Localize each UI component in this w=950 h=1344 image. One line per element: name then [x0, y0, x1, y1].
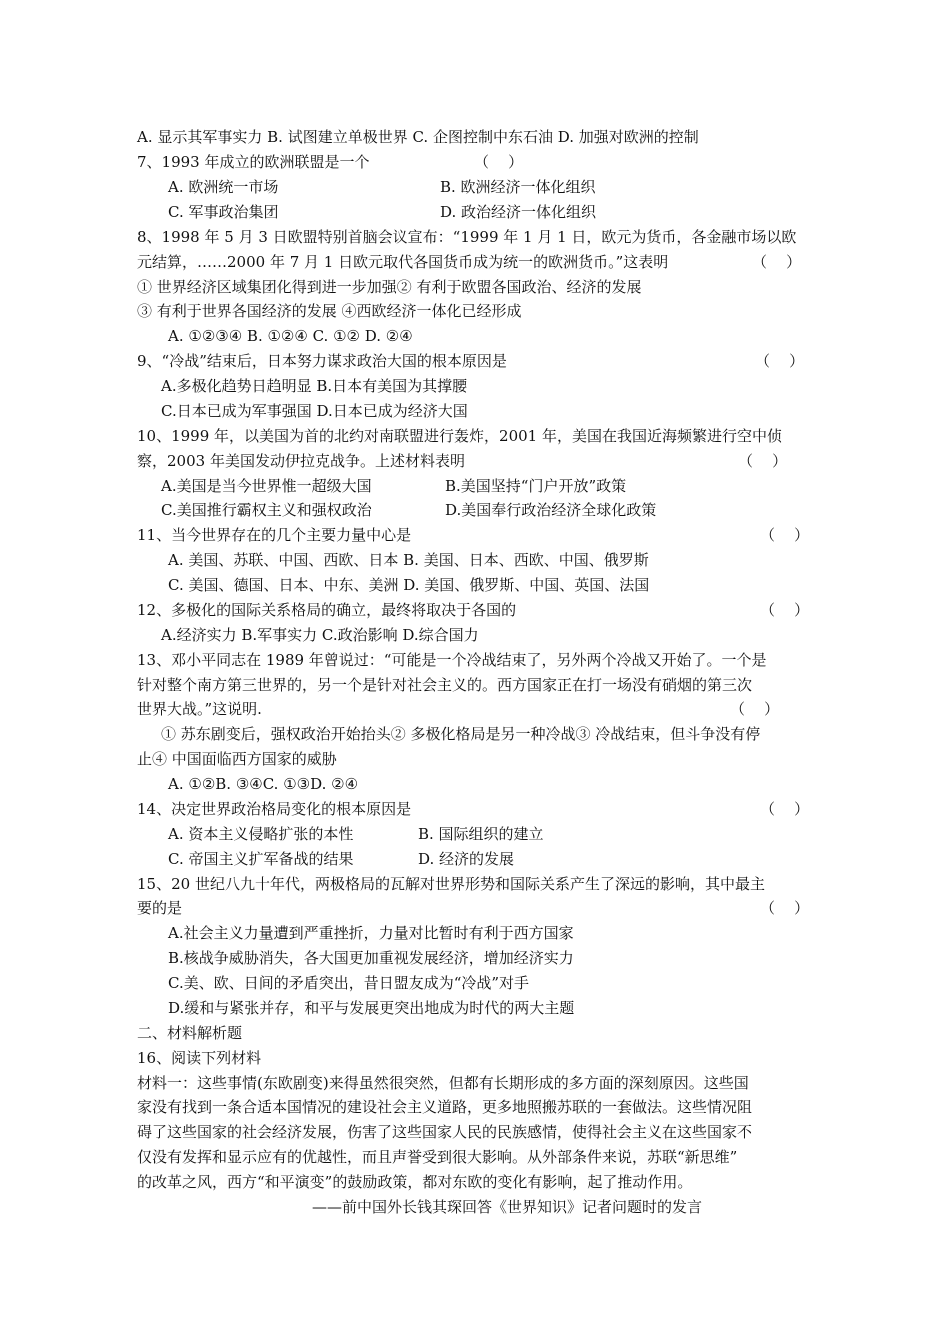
q12-stem: 12、多极化的国际关系格局的确立，最终将取决于各国的 [137, 601, 517, 619]
q7-option-c: C. 军事政治集团 [168, 203, 279, 221]
q8-options: A. ①②③④ B. ①②④ C. ①② D. ②④ [168, 327, 413, 345]
q15-option-c: C.美、欧、日间的矛盾突出，昔日盟友成为“冷战”对手 [168, 974, 530, 992]
q7-option-a: A. 欧洲统一市场 [168, 178, 279, 196]
material-line-5: 的改革之风，西方“和平演变”的鼓励政策，都对东欧的变化有影响，起了推动作用。 [137, 1173, 693, 1191]
q8-statements-1: ① 世界经济区域集团化得到进一步加强② 有利于欧盟各国政治、经济的发展 [137, 278, 642, 296]
q13-stem-3: 世界大战。”这说明. [137, 700, 262, 718]
material-line-3: 碍了这些国家的社会经济发展，伤害了这些国家人民的民族感情，使得社会主义在这些国家不 [137, 1123, 753, 1141]
q14-stem: 14、决定世界政治格局变化的根本原因是 [137, 800, 412, 818]
q13-statements-2: 止④ 中国面临西方国家的威胁 [137, 750, 337, 768]
q15-option-d: D.缓和与紧张并存，和平与发展更突出地成为时代的两大主题 [168, 999, 575, 1017]
q11-stem: 11、当今世界存在的几个主要力量中心是 [137, 526, 412, 544]
q10-option-a: A.美国是当今世界惟一超级大国 [161, 477, 372, 495]
q14-option-b: B. 国际组织的建立 [418, 825, 544, 843]
q15-stem-2: 要的是 [137, 899, 183, 917]
material-line-4: 仅没有发挥和显示应有的优越性，而且声誉受到很大影响。从外部条件来说，苏联“新思维” [137, 1148, 738, 1166]
q8-stem-2: 元结算，……2000 年 7 月 1 日欧元取代各国货币成为统一的欧洲货币。”这表明 [137, 253, 669, 271]
q10-option-c: C.美国推行霸权主义和强权政治 [161, 501, 372, 519]
q6-options: A. 显示其军事实力 B. 试图建立单极世界 C. 企图控制中东石油 D. 加强对欧洲的控制 [137, 128, 699, 146]
q9-answer-paren: （ ） [755, 352, 805, 370]
q7-stem: 7、1993 年成立的欧洲联盟是一个 [137, 153, 370, 171]
q7-answer-paren: （ ） [474, 153, 524, 171]
q15-option-b: B.核战争威胁消失，各大国更加重视发展经济，增加经济实力 [168, 949, 574, 967]
q14-answer-paren: （ ） [760, 800, 810, 818]
q13-stem-1: 13、邓小平同志在 1989 年曾说过：“可能是一个冷战结束了，另外两个冷战又开始了。一个是 [137, 651, 767, 669]
q9-options-ab: A.多极化趋势日趋明显 B.日本有美国为其撑腰 [161, 377, 468, 395]
q8-stem-1: 8、1998 年 5 月 3 日欧盟特别首脑会议宣布：“1999 年 1 月 1 日，欧元为货币，各金融市场以欧 [137, 228, 797, 246]
q14-option-a: A. 资本主义侵略扩张的本性 [168, 825, 354, 843]
q8-answer-paren: （ ） [752, 253, 802, 271]
q10-stem-1: 10、1999 年，以美国为首的北约对南联盟进行轰炸，2001 年，美国在我国近海频繁进行空中侦 [137, 427, 782, 445]
q15-answer-paren: （ ） [760, 899, 810, 917]
q15-stem-1: 15、20 世纪八九十年代，两极格局的瓦解对世界形势和国际关系产生了深远的影响，其中最主 [137, 875, 765, 893]
q10-option-d: D.美国奉行政治经济全球化政策 [445, 501, 657, 519]
q10-stem-2: 察，2003 年美国发动伊拉克战争。上述材料表明 [137, 452, 465, 470]
q9-options-cd: C.日本已成为军事强国 D.日本已成为经济大国 [161, 402, 468, 420]
q9-stem: 9、“冷战”结束后，日本努力谋求政治大国的根本原因是 [137, 352, 507, 370]
q13-statements-1: ① 苏东剧变后，强权政治开始抬头② 多极化格局是另一种冷战③ 冷战结束，但斗争没有停 [161, 725, 761, 743]
q10-option-b: B.美国坚持“门户开放”政策 [445, 477, 627, 495]
q12-options: A.经济实力 B.军事实力 C.政治影响 D.综合国力 [161, 626, 479, 644]
section-heading: 二、材料解析题 [137, 1024, 243, 1042]
q15-option-a: A.社会主义力量遭到严重挫折，力量对比暂时有利于西方国家 [168, 924, 574, 942]
material-source: ——前中国外长钱其琛回答《世界知识》记者问题时的发言 [312, 1198, 703, 1216]
q7-option-b: B. 欧洲经济一体化组织 [440, 178, 596, 196]
q12-answer-paren: （ ） [760, 601, 810, 619]
q14-option-c: C. 帝国主义扩军备战的结果 [168, 850, 354, 868]
q14-option-d: D. 经济的发展 [418, 850, 515, 868]
material-line-2: 家没有找到一条合适本国情况的建设社会主义道路，更多地照搬苏联的一套做法。这些情况阻 [137, 1098, 753, 1116]
q16-stem: 16、阅读下列材料 [137, 1049, 262, 1067]
q13-stem-2: 针对整个南方第三世界的，另一个是针对社会主义的。西方国家正在打一场没有硝烟的第三次 [137, 676, 753, 694]
q13-answer-paren: （ ） [730, 700, 780, 718]
q11-options-cd: C. 美国、德国、日本、中东、美洲 D. 美国、俄罗斯、中国、英国、法国 [168, 576, 650, 594]
q7-option-d: D. 政治经济一体化组织 [440, 203, 597, 221]
q10-answer-paren: （ ） [738, 452, 788, 470]
q8-statements-2: ③ 有利于世界各国经济的发展 ④西欧经济一体化已经形成 [137, 302, 522, 320]
q11-answer-paren: （ ） [760, 526, 810, 544]
q13-options: A. ①②B. ③④C. ①③D. ②④ [168, 775, 359, 793]
q11-options-ab: A. 美国、苏联、中国、西欧、日本 B. 美国、日本、西欧、中国、俄罗斯 [168, 551, 649, 569]
material-line-1: 材料一：这些事情(东欧剧变)来得虽然很突然，但都有长期形成的多方面的深刻原因。这些国 [137, 1074, 749, 1092]
